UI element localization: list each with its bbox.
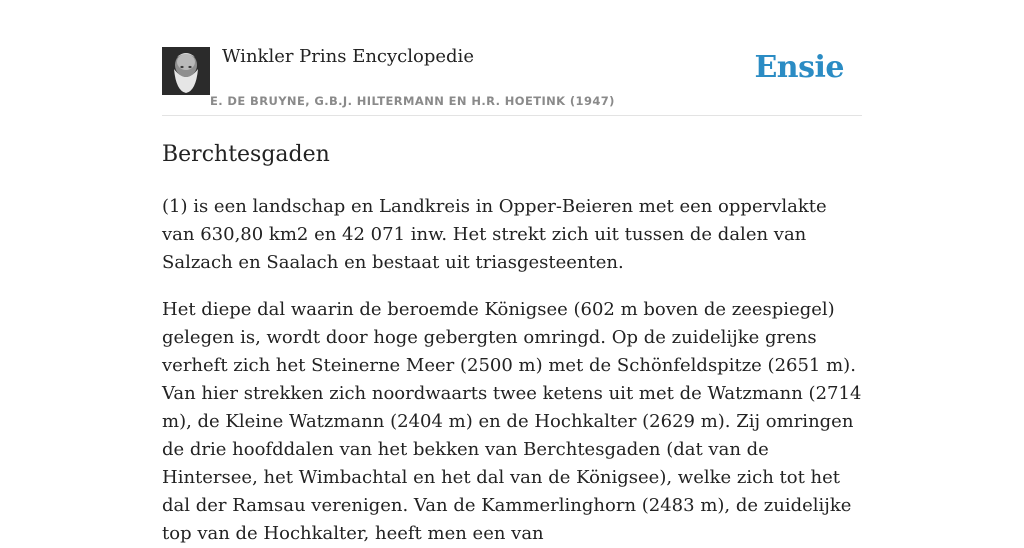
author-avatar[interactable] <box>162 47 210 95</box>
article-paragraph: (1) is een landschap en Landkreis in Opper-Beieren met een oppervlakte van 630,80 km2 en 42 071 inw. Het strekt zich uit tussen de dalen van Salzach en Saalach en bestaat uit triasgesteenten. <box>162 196 827 273</box>
authors-line: E. DE BRUYNE, G.B.J. HILTERMANN EN H.R. HOETINK (1947) <box>210 94 615 108</box>
article-paragraph: Het diepe dal waarin de beroemde Königsee (602 m boven de zeespiegel) gelegen is, wordt door hoge gebergten omringd. Op de zuidelijke grens verheft zich het Steinerne Meer (2500 m) met de Schönfeldspitze (2651 m). Van hier strekken zich noordwaarts twee ketens uit met de Watzmann (2714 m), de Kleine Watzmann (2404 m) en de Hochkalter (2629 m). Zij omringen de drie hoofddalen van het bekken van Berchtesgaden (dat van de Hintersee, het Wimbachtal en het dal van de Königsee), welke zich tot het dal der Ramsau verenigen. Van de Kammerlinghorn (2483 m), de zuidelijke top van de Hochkalter, heeft men een van <box>162 299 862 544</box>
header <box>162 0 862 116</box>
book-title[interactable]: Winkler Prins Encyclopedie <box>222 46 474 67</box>
article-title: Berchtesgaden <box>162 142 330 167</box>
article <box>162 139 862 548</box>
ensie-logo[interactable]: Ensie <box>754 50 844 85</box>
bearded-man-portrait-icon <box>162 47 210 95</box>
